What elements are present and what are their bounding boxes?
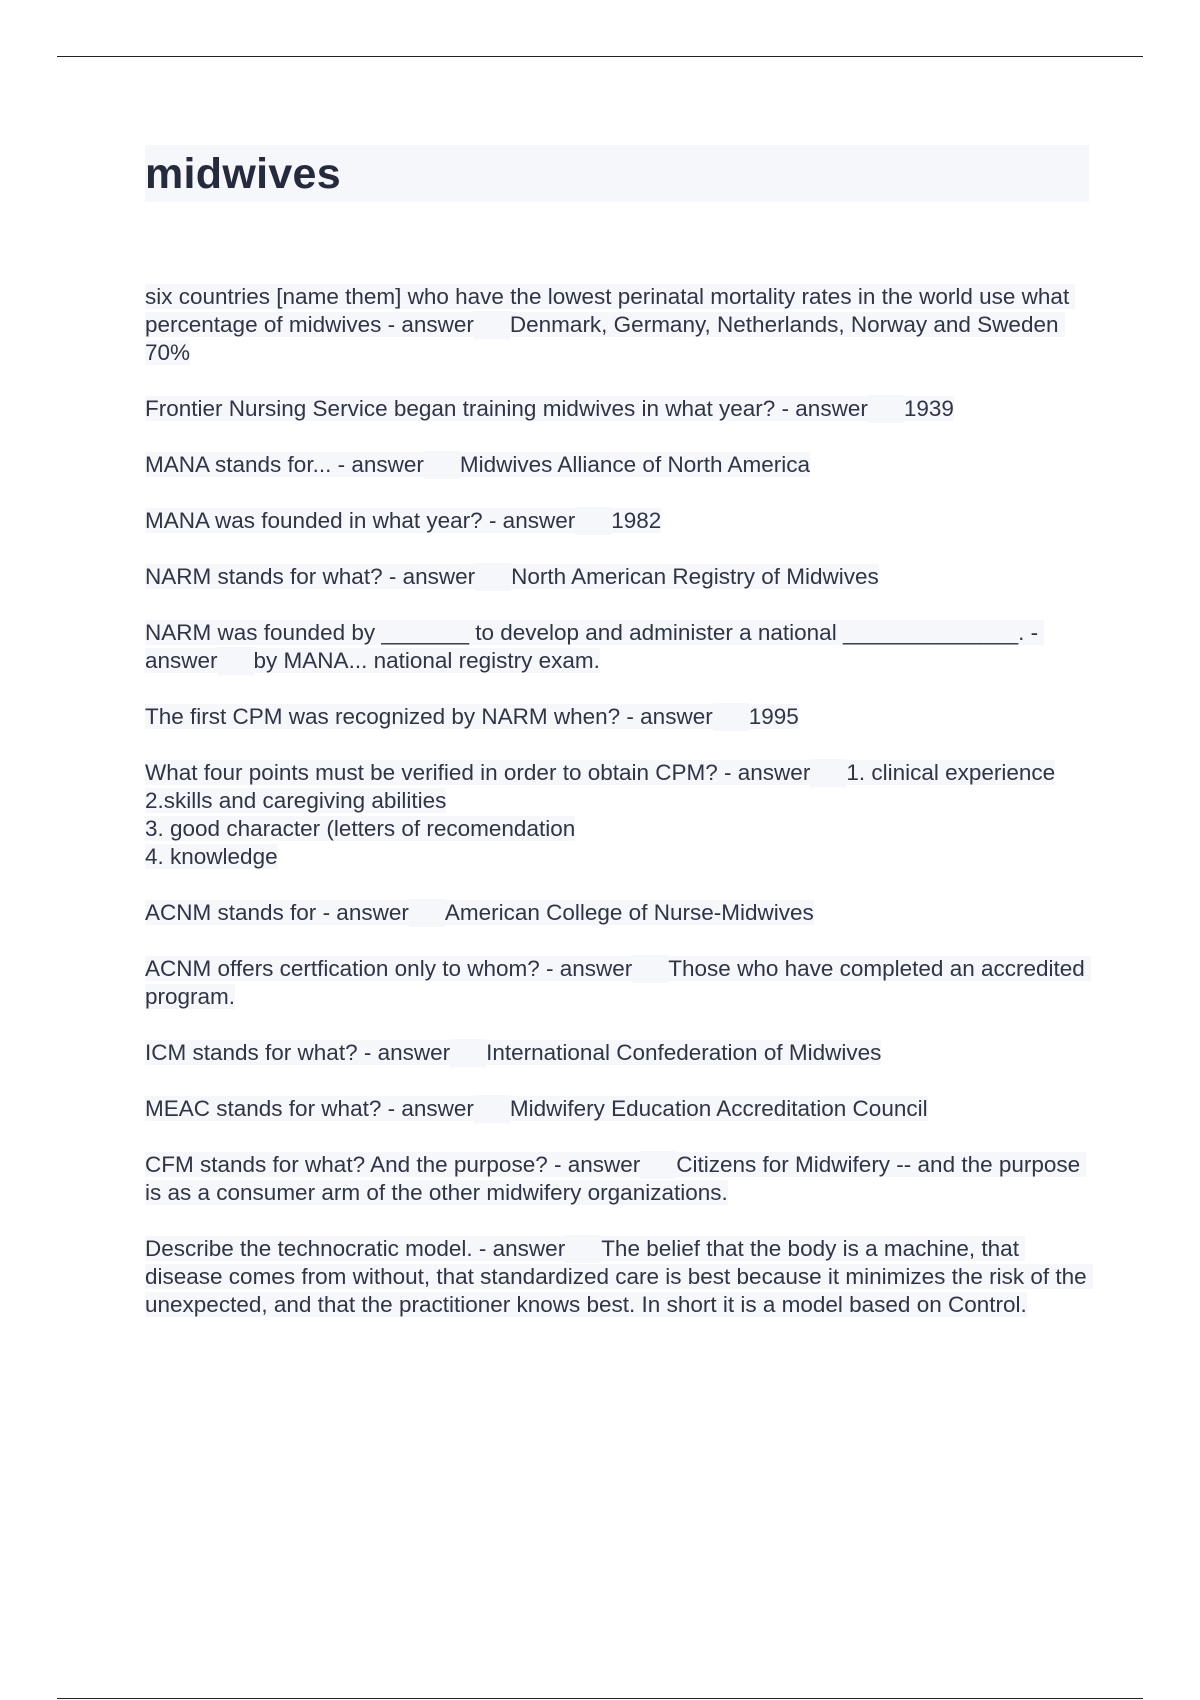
answer-label: - answer: [145, 620, 1045, 673]
question-text: NARM stands for what?: [145, 564, 383, 589]
answer-label: - answer: [717, 760, 811, 785]
question-text: ACNM stands for: [145, 900, 317, 925]
answer-label: - answer: [357, 1040, 451, 1065]
question-text: Describe the technocratic model.: [145, 1236, 473, 1261]
document-title: midwives: [145, 150, 341, 198]
answer-text: by MANA... national registry exam.: [253, 648, 600, 673]
qa-item-4: [145, 507, 1091, 535]
answer-label: - answer: [381, 1096, 474, 1121]
answer-label: - answer: [316, 900, 409, 925]
answer-label: - answer: [775, 396, 868, 421]
question-text: Frontier Nursing Service began training midwives in what year?: [145, 396, 776, 421]
qa-item-6: [145, 619, 1091, 675]
qa-item-14: [145, 1235, 1091, 1319]
question-text: six countries [name them] who have the lowest perinatal mortality rates in the world use what percentage of midwives: [145, 284, 1076, 337]
answer-text: Midwives Alliance of North America: [459, 452, 810, 477]
answer-text: International Confederation of Midwives: [486, 1040, 882, 1065]
answer-text: North American Registry of Midwives: [511, 564, 879, 589]
qa-item-1: [145, 283, 1091, 367]
answer-text: Citizens for Midwifery -- and the purpose is as a consumer arm of the other midwifery organizations.: [145, 1152, 1087, 1205]
question-text: NARM was founded by _______ to develop and administer a national ______________.: [145, 620, 1025, 645]
question-text: The first CPM was recognized by NARM when?: [145, 704, 621, 729]
question-text: MANA was founded in what year?: [145, 508, 483, 533]
answer-label: - answer: [381, 312, 474, 337]
bottom-rule: [57, 1698, 1143, 1699]
answer-text: Denmark, Germany, Netherlands, Norway and Sweden 70%: [145, 312, 1065, 365]
question-text: MEAC stands for what?: [145, 1096, 382, 1121]
top-rule: [57, 56, 1143, 57]
answer-label: - answer: [482, 508, 576, 533]
answer-label: - answer: [547, 1152, 641, 1177]
question-text: What four points must be verified in order to obtain CPM?: [145, 760, 718, 785]
question-text: MANA stands for...: [145, 452, 332, 477]
answer-label: - answer: [382, 564, 476, 589]
question-text: ICM stands for what?: [145, 1040, 358, 1065]
qa-list: [145, 283, 1091, 1347]
qa-item-13: [145, 1151, 1091, 1207]
qa-item-11: [145, 1039, 1091, 1067]
answer-text: 1. clinical experience 2.skills and caregiving abilities 3. good character (letters of recomendation 4. knowledge: [145, 760, 1056, 869]
qa-item-3: [145, 451, 1091, 479]
qa-item-2: [145, 395, 1091, 423]
answer-text: Those who have completed an accredited program.: [145, 956, 1092, 1009]
answer-label: - answer: [539, 956, 633, 981]
question-text: CFM stands for what? And the purpose?: [145, 1152, 548, 1177]
qa-item-5: [145, 563, 1091, 591]
qa-item-8: [145, 759, 1091, 871]
answer-label: - answer: [331, 452, 424, 477]
answer-text: American College of Nurse-Midwives: [444, 900, 814, 925]
answer-text: Midwifery Education Accreditation Council: [509, 1096, 928, 1121]
qa-item-7: [145, 703, 1091, 731]
answer-text: 1939: [903, 396, 954, 421]
answer-label: - answer: [472, 1236, 566, 1261]
answer-text: The belief that the body is a machine, that disease comes from without, that standardized care is best because it minimizes the risk of the unexpected, and that the practitioner knows best. In short it is a model based on Control.: [145, 1236, 1093, 1317]
answer-text: 1982: [611, 508, 662, 533]
qa-item-10: [145, 955, 1091, 1011]
qa-item-12: [145, 1095, 1091, 1123]
qa-item-9: [145, 899, 1091, 927]
answer-label: - answer: [620, 704, 713, 729]
answer-text: 1995: [748, 704, 799, 729]
question-text: ACNM offers certfication only to whom?: [145, 956, 540, 981]
